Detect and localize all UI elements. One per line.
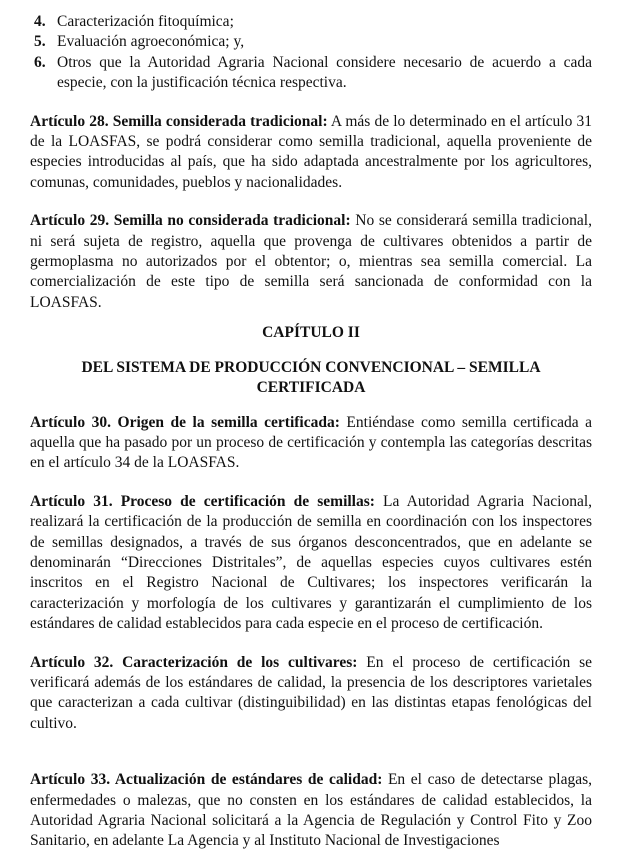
chapter-subtitle: DEL SISTEMA DE PRODUCCIÓN CONVENCIONAL – SEMILLA CERTIFICADA <box>81 358 541 397</box>
article-31 <box>30 492 592 635</box>
article-30 <box>30 413 592 474</box>
article-body: No se considerará semilla tradicional, ni será sujeta de registro, aquella que provenga de cultivares obtenidos a partir de germoplasma no autorizados por el obtentor; o, mientras sea semilla comercial. La comercialización de este tipo de semilla será sancionada de conformidad con la LOASFAS. <box>30 212 592 311</box>
article-heading: Artículo 29. Semilla no considerada tradicional: <box>30 212 351 230</box>
criteria-list <box>30 12 592 94</box>
document-page <box>30 12 592 852</box>
list-item <box>30 53 592 94</box>
list-item-number: 6. <box>34 53 46 71</box>
article-body: En el proceso de certificación se verificará además de los estándares de calidad, la presencia de los descriptores varietales que caracterizan a cada cultivar (distinguibilidad) en las distintas etapas fenológicas del cultivo. <box>30 653 592 732</box>
article-33 <box>30 770 592 852</box>
list-item-number: 4. <box>34 13 46 30</box>
list-item-text: Evaluación agroeconómica; y, <box>57 33 245 51</box>
article-heading: Artículo 33. Actualización de estándares de calidad: <box>30 771 383 789</box>
article-body: En el caso de detectarse plagas, enfermedades o malezas, que no consten en los estándares de calidad establecidos, la Autoridad Agraria Nacional solicitará a la Agencia de Regulación y Control Fito y Zoo Sanitario, en adelante La Agencia y al Instituto Nacional de Investigaciones <box>30 771 592 850</box>
article-29 <box>30 211 592 313</box>
article-body: La Autoridad Agraria Nacional, realizará la certificación de la producción de semilla en coordinación con los inspectores de semillas designados, a través de sus órganos desconcentrados, que en adelante se denominarán “Direcciones Distritales”, de aquellas especies cuyos cultivares estén inscritos en el Registro Nacional de Cultivares; los inspectores verificarán la caracterización y morfología de los cultivares y garantizarán el cumplimiento de los estándares de calidad establecidos para cada especie en el proceso de certificación. <box>30 492 593 633</box>
list-item <box>30 12 592 32</box>
article-heading: Artículo 32. Caracterización de los cultivares: <box>30 653 358 671</box>
list-item-text: Caracterización fitoquímica; <box>57 13 234 30</box>
article-28 <box>30 112 592 194</box>
article-body: A más de lo determinado en el artículo 31 de la LOASFAS, se podrá considerar como semilla tradicional, aquella proveniente de especies introducidas al país, que ha sido adaptada ancestralmente por los agricultores, comunas, comunidades, pueblos y nacionalidades. <box>30 112 592 191</box>
list-item <box>30 32 592 52</box>
article-heading: Artículo 28. Semilla considerada tradicional: <box>30 112 328 130</box>
article-32 <box>30 653 592 735</box>
chapter-title: CAPÍTULO II <box>262 324 360 342</box>
article-body: Entiéndase como semilla certificada a aquella que ha pasado por un proceso de certificación y contempla las categorías descritas en el artículo 34 de la LOASFAS. <box>30 413 592 472</box>
list-item-text: Otros que la Autoridad Agraria Nacional considere necesario de acuerdo a cada especie, con la justificación técnica respectiva. <box>57 53 592 92</box>
article-heading: Artículo 31. Proceso de certificación de semillas: <box>30 492 375 510</box>
list-item-number: 5. <box>34 33 46 51</box>
article-heading: Artículo 30. Origen de la semilla certificada: <box>30 413 340 431</box>
